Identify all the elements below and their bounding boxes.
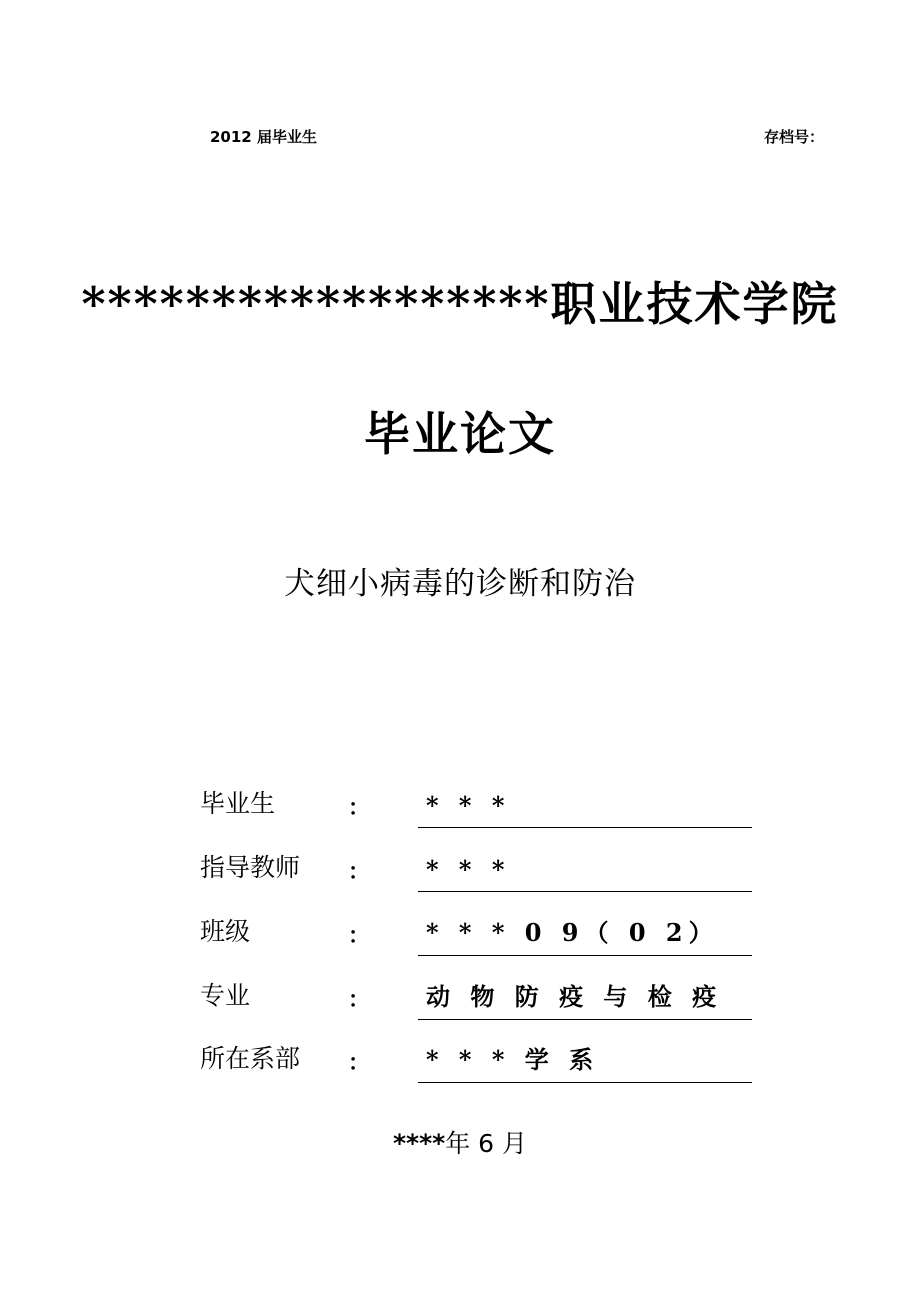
field-row-department	[200, 1021, 752, 1083]
field-colon: ：	[348, 988, 371, 1013]
field-colon: ：	[348, 796, 371, 821]
document-type-heading: 毕业论文	[364, 407, 556, 461]
field-value-class: * * * 0 9（ 0 2）	[426, 918, 719, 947]
field-label-major: 专业	[200, 981, 251, 1010]
field-value-department: * * * 学 系	[426, 1045, 600, 1074]
date-year-masked: ****	[392, 1129, 446, 1158]
submission-date	[0, 1124, 920, 1160]
field-value-major: 动 物 防 疫 与 检 疫	[426, 982, 723, 1011]
field-underline	[418, 955, 752, 956]
date-month-text: 年 6 月	[445, 1129, 528, 1158]
field-underline	[418, 827, 752, 828]
field-label-department: 所在系部	[200, 1044, 301, 1073]
field-underline	[418, 1082, 752, 1083]
field-row-class	[200, 894, 752, 956]
field-colon: ：	[348, 860, 371, 885]
field-underline	[418, 1019, 752, 1020]
field-colon: ：	[348, 1051, 371, 1076]
field-row-graduate	[200, 766, 752, 828]
field-colon: ：	[348, 924, 371, 949]
archive-number-label: 存档号：	[763, 128, 824, 146]
field-row-major	[200, 958, 752, 1020]
field-underline	[418, 891, 752, 892]
institution-name: ******************职业技术学院	[81, 277, 839, 331]
field-label-class: 班级	[200, 917, 251, 946]
field-row-advisor	[200, 830, 752, 892]
graduation-year-label: 2012 届毕业生	[210, 128, 317, 146]
field-value-graduate: * * *	[426, 791, 511, 820]
field-value-advisor: * * *	[426, 855, 511, 884]
thesis-title: 犬细小病毒的诊断和防治	[284, 566, 636, 602]
field-label-graduate: 毕业生	[200, 789, 276, 818]
field-label-advisor: 指导教师	[200, 853, 301, 882]
